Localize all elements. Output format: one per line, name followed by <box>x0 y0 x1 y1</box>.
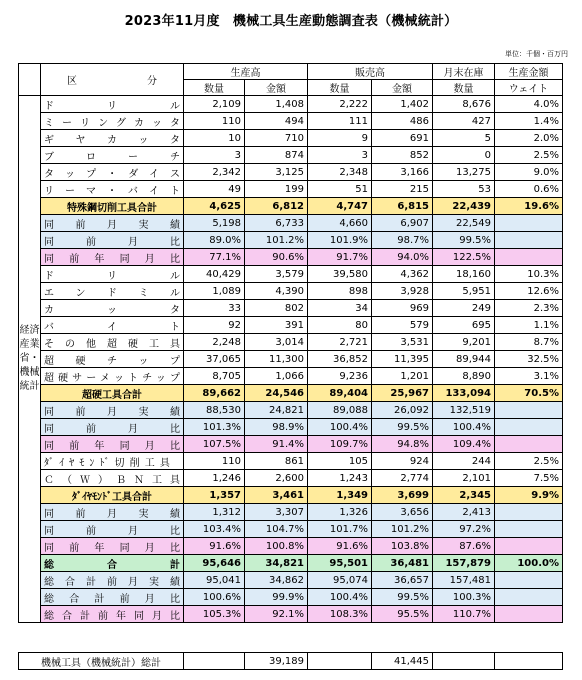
cell-sales-quantity: 95,074 <box>308 572 372 589</box>
cell-production-quantity: 33 <box>184 300 245 317</box>
cell-sales-quantity: 109.7% <box>308 436 372 453</box>
cell-production-amount: 861 <box>245 453 308 470</box>
cell-weight: 32.5% <box>495 351 563 368</box>
cell-weight <box>495 419 563 436</box>
cell-sales-amount: 95.5% <box>372 606 433 623</box>
cell-sales-amount: 924 <box>372 453 433 470</box>
table-row <box>19 215 563 232</box>
cell-production-amount: 24,821 <box>245 402 308 419</box>
row-label: その他超硬工具 <box>41 334 184 351</box>
table-row <box>19 232 563 249</box>
cell-weight <box>495 436 563 453</box>
cell-sales-quantity: 1,243 <box>308 470 372 487</box>
header-weight-group: 生産金額 <box>495 64 563 80</box>
row-label: 同前月実績 <box>41 402 184 419</box>
cell-production-quantity: 105.3% <box>184 606 245 623</box>
cell-production-quantity: 110 <box>184 113 245 130</box>
header-production: 生産高 <box>184 64 308 80</box>
table-row <box>19 130 563 147</box>
cell-sales-quantity: 105 <box>308 453 372 470</box>
table-row <box>19 334 563 351</box>
table-row <box>19 419 563 436</box>
cell-inventory-quantity: 8,676 <box>433 96 495 113</box>
header-production-amount: 金額 <box>245 80 308 96</box>
cell-inventory-quantity: 5,951 <box>433 283 495 300</box>
cell-production-quantity: 107.5% <box>184 436 245 453</box>
cell-production-quantity: 5,198 <box>184 215 245 232</box>
row-label: 超 硬 チ ッ プ <box>41 351 184 368</box>
cell-weight: 100.0% <box>495 555 563 572</box>
table-row <box>19 572 563 589</box>
row-label: カ ッ タ <box>41 300 184 317</box>
table-row <box>19 589 563 606</box>
grand-total-production-amount: 39,189 <box>245 653 308 670</box>
cell-production-amount: 101.2% <box>245 232 308 249</box>
row-label: ブ ロ ー チ <box>41 147 184 164</box>
header-inventory-quantity: 数量 <box>433 80 495 96</box>
cell-sales-quantity: 36,852 <box>308 351 372 368</box>
cell-weight: 12.6% <box>495 283 563 300</box>
cell-production-amount: 6,812 <box>245 198 308 215</box>
table-row <box>19 249 563 266</box>
cell-sales-quantity: 100.4% <box>308 589 372 606</box>
cell-production-amount: 874 <box>245 147 308 164</box>
cell-weight: 2.5% <box>495 453 563 470</box>
table-row <box>19 368 563 385</box>
grand-total-sales-quantity <box>308 653 372 670</box>
cell-weight: 1.4% <box>495 113 563 130</box>
cell-inventory-quantity: 97.2% <box>433 521 495 538</box>
cell-sales-amount: 3,699 <box>372 487 433 504</box>
cell-weight <box>495 232 563 249</box>
cell-production-quantity: 40,429 <box>184 266 245 283</box>
cell-inventory-quantity: 2,101 <box>433 470 495 487</box>
row-label: 同前年同月比 <box>41 249 184 266</box>
cell-inventory-quantity: 5 <box>433 130 495 147</box>
cell-sales-quantity: 89,088 <box>308 402 372 419</box>
row-label: タップ・ダイス <box>41 164 184 181</box>
cell-production-amount: 34,862 <box>245 572 308 589</box>
row-label: 特殊鋼切削工具合計 <box>41 198 184 215</box>
cell-inventory-quantity: 244 <box>433 453 495 470</box>
row-label: バ イ ト <box>41 317 184 334</box>
table-row <box>19 164 563 181</box>
cell-sales-amount: 99.5% <box>372 589 433 606</box>
cell-production-quantity: 89,662 <box>184 385 245 402</box>
cell-sales-quantity: 9 <box>308 130 372 147</box>
cell-weight <box>495 504 563 521</box>
table-row <box>19 385 563 402</box>
row-label: 同前年同月比 <box>41 538 184 555</box>
cell-production-quantity: 10 <box>184 130 245 147</box>
table-row <box>19 266 563 283</box>
table-row <box>19 436 563 453</box>
cell-production-amount: 391 <box>245 317 308 334</box>
cell-inventory-quantity: 133,094 <box>433 385 495 402</box>
table-row <box>19 198 563 215</box>
cell-inventory-quantity: 109.4% <box>433 436 495 453</box>
cell-production-quantity: 1,357 <box>184 487 245 504</box>
cell-sales-quantity: 1,326 <box>308 504 372 521</box>
cell-production-quantity: 37,065 <box>184 351 245 368</box>
cell-weight: 3.1% <box>495 368 563 385</box>
cell-sales-quantity: 3 <box>308 147 372 164</box>
cell-weight: 10.3% <box>495 266 563 283</box>
header-production-quantity: 数量 <box>184 80 245 96</box>
row-label: 総 合 計 <box>41 555 184 572</box>
cell-production-amount: 199 <box>245 181 308 198</box>
cell-inventory-quantity: 427 <box>433 113 495 130</box>
cell-sales-quantity: 91.7% <box>308 249 372 266</box>
table-row <box>19 538 563 555</box>
cell-sales-amount: 103.8% <box>372 538 433 555</box>
cell-sales-amount: 26,092 <box>372 402 433 419</box>
table-row <box>19 351 563 368</box>
cell-sales-quantity: 111 <box>308 113 372 130</box>
cell-production-quantity: 101.3% <box>184 419 245 436</box>
cell-inventory-quantity: 122.5% <box>433 249 495 266</box>
cell-sales-quantity: 95,501 <box>308 555 372 572</box>
unit-note: 単位：千個・百万円 <box>505 50 568 58</box>
header-weight: ウェイト <box>495 80 563 96</box>
cell-sales-amount: 94.8% <box>372 436 433 453</box>
table-row <box>19 606 563 623</box>
cell-sales-quantity: 2,348 <box>308 164 372 181</box>
cell-production-amount: 24,546 <box>245 385 308 402</box>
cell-sales-amount: 1,402 <box>372 96 433 113</box>
cell-production-amount: 3,307 <box>245 504 308 521</box>
grand-total-label: 機械工具（機械統計）総計 <box>19 653 184 670</box>
cell-sales-amount: 36,657 <box>372 572 433 589</box>
cell-production-amount: 6,733 <box>245 215 308 232</box>
header-corner <box>19 64 41 96</box>
cell-weight: 7.5% <box>495 470 563 487</box>
cell-production-quantity: 103.4% <box>184 521 245 538</box>
cell-sales-quantity: 51 <box>308 181 372 198</box>
cell-production-quantity: 49 <box>184 181 245 198</box>
cell-sales-amount: 11,395 <box>372 351 433 368</box>
table-row <box>19 453 563 470</box>
cell-sales-quantity: 101.9% <box>308 232 372 249</box>
cell-production-amount: 4,390 <box>245 283 308 300</box>
cell-sales-quantity: 34 <box>308 300 372 317</box>
row-label: 同前月実績 <box>41 504 184 521</box>
cell-production-quantity: 1,312 <box>184 504 245 521</box>
cell-sales-quantity: 4,747 <box>308 198 372 215</box>
table-row <box>19 402 563 419</box>
cell-weight: 2.0% <box>495 130 563 147</box>
row-label: Ｃ（Ｗ）ＢＮ工具 <box>41 470 184 487</box>
cell-weight <box>495 589 563 606</box>
header-sales-amount: 金額 <box>372 80 433 96</box>
table-row <box>19 147 563 164</box>
cell-inventory-quantity: 22,439 <box>433 198 495 215</box>
cell-production-quantity: 4,625 <box>184 198 245 215</box>
cell-inventory-quantity: 249 <box>433 300 495 317</box>
cell-inventory-quantity: 2,345 <box>433 487 495 504</box>
row-label: 総合計前月実績 <box>41 572 184 589</box>
cell-sales-amount: 691 <box>372 130 433 147</box>
cell-production-quantity: 91.6% <box>184 538 245 555</box>
cell-weight <box>495 249 563 266</box>
section-label: 経済産業省・機械統計 <box>19 96 41 623</box>
header-inventory: 月末在庫 <box>433 64 495 80</box>
cell-weight <box>495 572 563 589</box>
cell-sales-quantity: 80 <box>308 317 372 334</box>
cell-production-quantity: 3 <box>184 147 245 164</box>
header-category: 区 分 <box>41 64 184 96</box>
cell-sales-quantity: 2,721 <box>308 334 372 351</box>
row-label: ﾀﾞｲﾔﾓﾝﾄﾞ工具合計 <box>41 487 184 504</box>
header-sales: 販売高 <box>308 64 433 80</box>
grand-total-weight <box>495 653 563 670</box>
cell-sales-quantity: 89,404 <box>308 385 372 402</box>
cell-sales-amount: 36,481 <box>372 555 433 572</box>
table-row <box>19 300 563 317</box>
cell-production-quantity: 89.0% <box>184 232 245 249</box>
cell-weight: 19.6% <box>495 198 563 215</box>
cell-inventory-quantity: 2,413 <box>433 504 495 521</box>
cell-production-amount: 1,066 <box>245 368 308 385</box>
cell-weight <box>495 215 563 232</box>
table-row <box>19 181 563 198</box>
grand-total-sales-amount: 41,445 <box>372 653 433 670</box>
cell-inventory-quantity: 110.7% <box>433 606 495 623</box>
cell-inventory-quantity: 53 <box>433 181 495 198</box>
cell-weight <box>495 538 563 555</box>
cell-sales-amount: 969 <box>372 300 433 317</box>
cell-weight <box>495 521 563 538</box>
cell-production-quantity: 1,246 <box>184 470 245 487</box>
cell-inventory-quantity: 157,879 <box>433 555 495 572</box>
cell-production-amount: 3,461 <box>245 487 308 504</box>
cell-production-amount: 100.8% <box>245 538 308 555</box>
cell-sales-amount: 3,928 <box>372 283 433 300</box>
page-title: 2023年11月度 機械工具生産動態調査表（機械統計） <box>124 14 458 29</box>
statistics-table <box>18 63 563 623</box>
cell-inventory-quantity: 0 <box>433 147 495 164</box>
cell-inventory-quantity: 132,519 <box>433 402 495 419</box>
cell-inventory-quantity: 157,481 <box>433 572 495 589</box>
cell-sales-amount: 98.7% <box>372 232 433 249</box>
cell-weight: 1.1% <box>495 317 563 334</box>
cell-production-quantity: 92 <box>184 317 245 334</box>
row-label: ド リ ル <box>41 266 184 283</box>
table-row <box>19 283 563 300</box>
cell-sales-amount: 94.0% <box>372 249 433 266</box>
row-label: 総合計前年同月比 <box>41 606 184 623</box>
cell-production-amount: 494 <box>245 113 308 130</box>
cell-production-amount: 3,014 <box>245 334 308 351</box>
cell-inventory-quantity: 695 <box>433 317 495 334</box>
cell-inventory-quantity: 100.3% <box>433 589 495 606</box>
cell-production-amount: 710 <box>245 130 308 147</box>
row-label: 超硬工具合計 <box>41 385 184 402</box>
cell-inventory-quantity: 89,944 <box>433 351 495 368</box>
cell-sales-amount: 1,201 <box>372 368 433 385</box>
cell-sales-amount: 3,166 <box>372 164 433 181</box>
cell-sales-quantity: 100.4% <box>308 419 372 436</box>
table-row <box>19 521 563 538</box>
cell-production-quantity: 1,089 <box>184 283 245 300</box>
cell-production-quantity: 95,646 <box>184 555 245 572</box>
row-label: ギ ヤ カ ッ タ <box>41 130 184 147</box>
cell-sales-amount: 101.2% <box>372 521 433 538</box>
cell-weight: 9.9% <box>495 487 563 504</box>
table-row <box>19 470 563 487</box>
cell-production-amount: 3,579 <box>245 266 308 283</box>
cell-sales-quantity: 898 <box>308 283 372 300</box>
table-row <box>19 487 563 504</box>
cell-production-amount: 2,600 <box>245 470 308 487</box>
cell-sales-amount: 6,815 <box>372 198 433 215</box>
cell-production-quantity: 2,342 <box>184 164 245 181</box>
cell-sales-amount: 486 <box>372 113 433 130</box>
table-row <box>19 113 563 130</box>
cell-inventory-quantity: 18,160 <box>433 266 495 283</box>
table-row <box>19 555 563 572</box>
cell-production-quantity: 100.6% <box>184 589 245 606</box>
cell-production-quantity: 88,530 <box>184 402 245 419</box>
cell-weight <box>495 606 563 623</box>
cell-production-quantity: 2,109 <box>184 96 245 113</box>
cell-sales-amount: 3,656 <box>372 504 433 521</box>
row-label: 同前月実績 <box>41 215 184 232</box>
cell-sales-quantity: 91.6% <box>308 538 372 555</box>
table-row <box>19 504 563 521</box>
cell-inventory-quantity: 22,549 <box>433 215 495 232</box>
cell-sales-amount: 215 <box>372 181 433 198</box>
cell-sales-quantity: 1,349 <box>308 487 372 504</box>
cell-production-quantity: 77.1% <box>184 249 245 266</box>
cell-weight: 2.3% <box>495 300 563 317</box>
row-label: ド リ ル <box>41 96 184 113</box>
cell-weight: 9.0% <box>495 164 563 181</box>
cell-sales-amount: 4,362 <box>372 266 433 283</box>
row-label: ミーリングカッタ <box>41 113 184 130</box>
cell-inventory-quantity: 9,201 <box>433 334 495 351</box>
cell-production-amount: 90.6% <box>245 249 308 266</box>
grand-total-inventory <box>433 653 495 670</box>
cell-weight <box>495 402 563 419</box>
table-row <box>19 317 563 334</box>
cell-production-amount: 1,408 <box>245 96 308 113</box>
cell-inventory-quantity: 99.5% <box>433 232 495 249</box>
cell-sales-amount: 6,907 <box>372 215 433 232</box>
cell-production-amount: 104.7% <box>245 521 308 538</box>
cell-sales-amount: 3,531 <box>372 334 433 351</box>
row-label: 総合計前月比 <box>41 589 184 606</box>
cell-sales-amount: 2,774 <box>372 470 433 487</box>
row-label: ﾀﾞｲﾔﾓﾝﾄﾞ切削工具 <box>41 453 184 470</box>
row-label: 超硬サーメットチップ <box>41 368 184 385</box>
cell-inventory-quantity: 100.4% <box>433 419 495 436</box>
header-sales-quantity: 数量 <box>308 80 372 96</box>
cell-production-quantity: 110 <box>184 453 245 470</box>
cell-production-amount: 98.9% <box>245 419 308 436</box>
row-label: 同 前 月 比 <box>41 419 184 436</box>
cell-sales-quantity: 4,660 <box>308 215 372 232</box>
cell-weight: 8.7% <box>495 334 563 351</box>
cell-weight: 2.5% <box>495 147 563 164</box>
cell-weight: 4.0% <box>495 96 563 113</box>
row-label: リーマ・バイト <box>41 181 184 198</box>
cell-sales-amount: 25,967 <box>372 385 433 402</box>
cell-production-amount: 34,821 <box>245 555 308 572</box>
cell-sales-quantity: 39,580 <box>308 266 372 283</box>
cell-inventory-quantity: 8,890 <box>433 368 495 385</box>
cell-sales-quantity: 108.3% <box>308 606 372 623</box>
cell-weight: 70.5% <box>495 385 563 402</box>
row-label: エ ン ド ミ ル <box>41 283 184 300</box>
cell-production-quantity: 2,248 <box>184 334 245 351</box>
cell-weight: 0.6% <box>495 181 563 198</box>
cell-production-amount: 802 <box>245 300 308 317</box>
cell-production-amount: 91.4% <box>245 436 308 453</box>
cell-production-quantity: 95,041 <box>184 572 245 589</box>
grand-total-table <box>18 652 563 670</box>
grand-total-production-quantity <box>184 653 245 670</box>
cell-sales-amount: 852 <box>372 147 433 164</box>
cell-production-amount: 11,300 <box>245 351 308 368</box>
table-row <box>19 96 563 113</box>
row-label: 同 前 月 比 <box>41 232 184 249</box>
row-label: 同前年同月比 <box>41 436 184 453</box>
row-label: 同 前 月 比 <box>41 521 184 538</box>
cell-inventory-quantity: 13,275 <box>433 164 495 181</box>
cell-sales-quantity: 101.7% <box>308 521 372 538</box>
cell-production-amount: 3,125 <box>245 164 308 181</box>
cell-sales-quantity: 9,236 <box>308 368 372 385</box>
cell-inventory-quantity: 87.6% <box>433 538 495 555</box>
cell-production-quantity: 8,705 <box>184 368 245 385</box>
cell-sales-amount: 99.5% <box>372 419 433 436</box>
cell-production-amount: 92.1% <box>245 606 308 623</box>
cell-sales-quantity: 2,222 <box>308 96 372 113</box>
cell-sales-amount: 579 <box>372 317 433 334</box>
cell-production-amount: 99.9% <box>245 589 308 606</box>
